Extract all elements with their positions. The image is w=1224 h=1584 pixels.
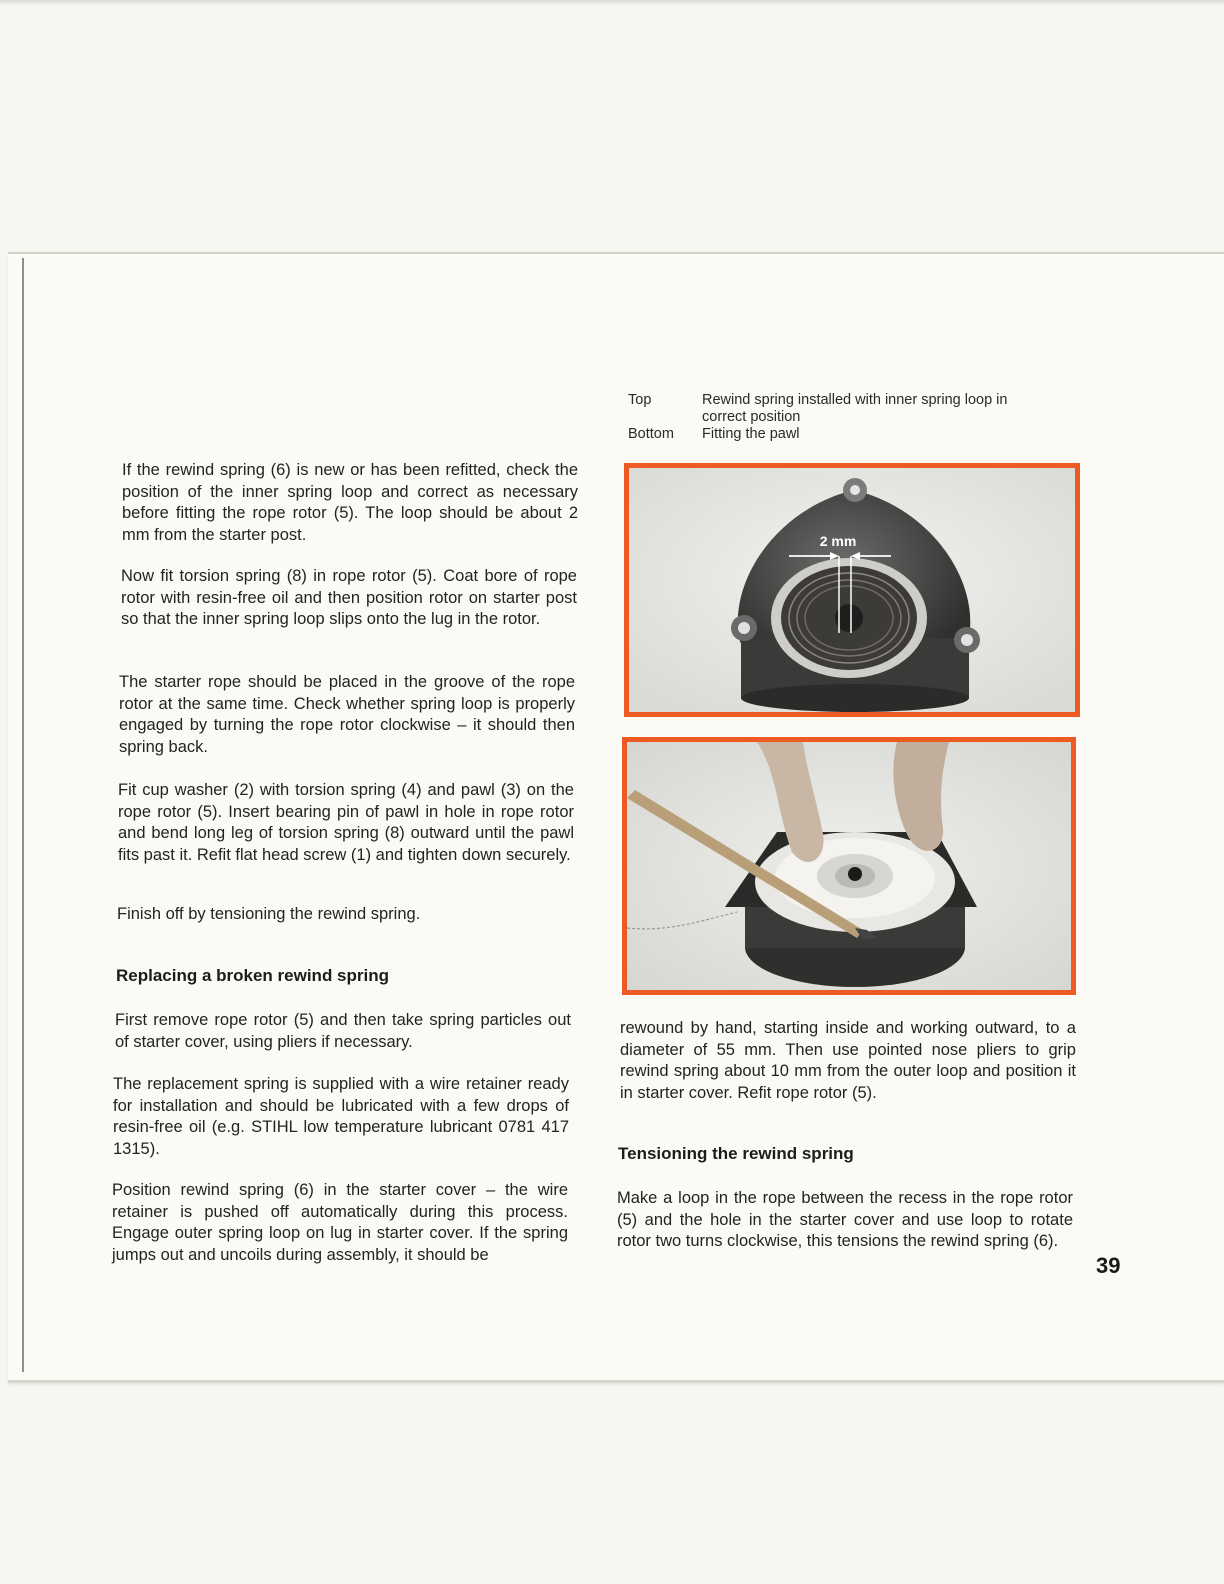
paragraph-starter-rope: The starter rope should be placed in the groove of the rope rotor at the same time. Check whether spring loop is properly engaged by turning the rope rotor clockwise – it should then spring back. [119, 673, 575, 756]
caption-top [628, 392, 1048, 428]
paragraph-tensioning: Make a loop in the rope between the recess in the rope rotor (5) and the hole in the starter cover and use loop to rotate rotor two turns clockwise, this tensions the rewind spring (6). [617, 1189, 1073, 1250]
scan-edge [0, 0, 1224, 6]
dimension-label-2mm: 2 mm [819, 533, 857, 549]
paragraph-inner-loop-check: If the rewind spring (6) is new or has been refitted, check the position of the inner spring loop and correct as necessary before fitting the rope rotor (5). The loop should be about 2 mm from the starter post. [122, 461, 578, 544]
caption-bottom [628, 426, 1048, 444]
photo-bottom-illustration [627, 742, 1071, 990]
caption-top-text: Rewind spring installed with inner spring loop in correct position [702, 392, 1008, 425]
paragraph-fit-cup-washer: Fit cup washer (2) with torsion spring (4) and pawl (3) on the rope rotor (5). Insert bearing pin of pawl in hole in rope rotor and bend long leg of torsion spring (8) outward until the pawl fits past it. Refit flat head screw (1) and tighten down securely. [118, 781, 574, 864]
caption-top-label: Top [628, 392, 652, 408]
page-number: 39 [1096, 1253, 1121, 1278]
paragraph-finish-off: Finish off by tensioning the rewind spring. [117, 905, 421, 923]
caption-bottom-label: Bottom [628, 426, 674, 442]
heading-replacing-spring: Replacing a broken rewind spring [116, 966, 389, 985]
page-spine [22, 258, 24, 1372]
paragraph-remove-rotor: First remove rope rotor (5) and then take spring particles out of starter cover, using pliers if necessary. [115, 1011, 571, 1051]
heading-tensioning-spring: Tensioning the rewind spring [618, 1144, 854, 1163]
caption-bottom-text: Fitting the pawl [702, 426, 800, 442]
photo-top-illustration [629, 468, 1075, 712]
paragraph-rewound-by-hand: rewound by hand, starting inside and working outward, to a diameter of 55 mm. Then use pointed nose pliers to grip rewind spring about 10 mm from the outer loop and position it in starter cover. Refit rope rotor (5). [620, 1019, 1076, 1102]
photo-rewind-spring-installed [624, 463, 1080, 717]
paragraph-position-spring: Position rewind spring (6) in the starter cover – the wire retainer is pushed off automatically during this process. Engage outer spring loop on lug in starter cover. If the spring jumps out and uncoils during assembly, it should be [112, 1181, 568, 1264]
photo-fitting-the-pawl [622, 737, 1076, 995]
paragraph-replacement-spring: The replacement spring is supplied with a wire retainer ready for installation and should be lubricated with a few drops of resin-free oil (e.g. STIHL low temperature lubricant 0781 417 1315). [113, 1075, 569, 1158]
paragraph-fit-torsion-spring: Now fit torsion spring (8) in rope rotor (5). Coat bore of rope rotor with resin-free oil and then position rotor on starter post so that the inner spring loop slips onto the lug in the rotor. [121, 567, 577, 628]
